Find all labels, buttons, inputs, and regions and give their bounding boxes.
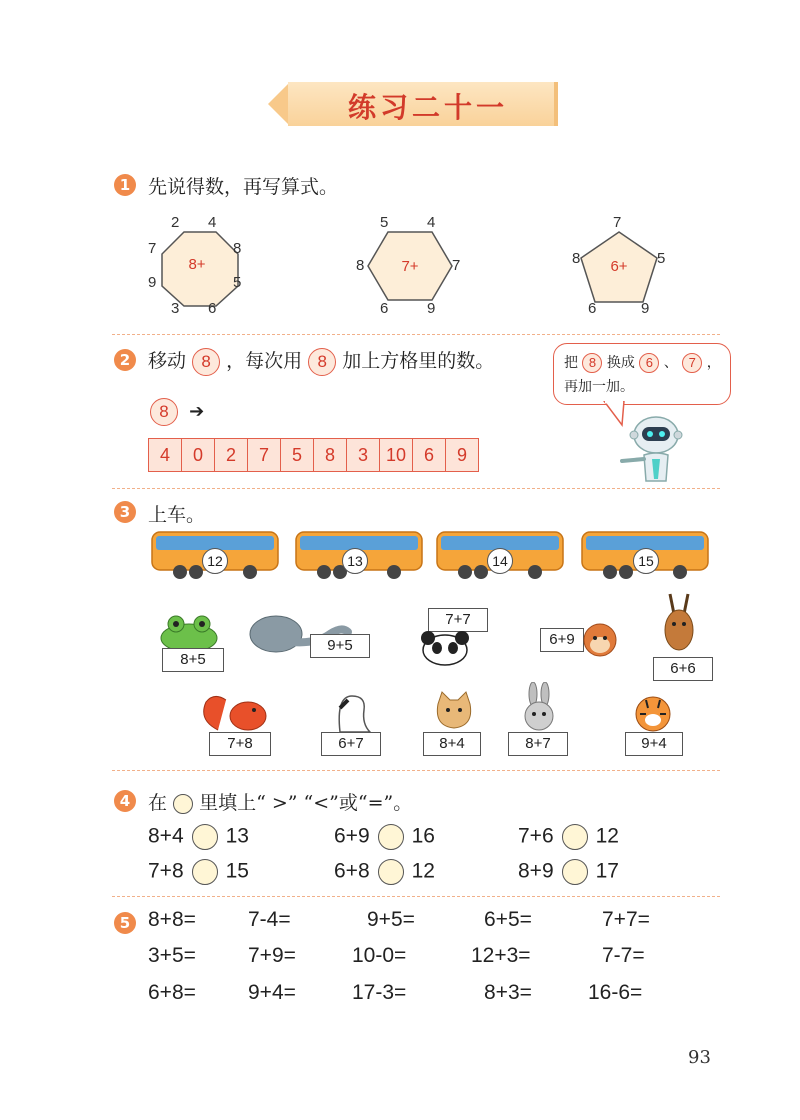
pentagon-number: 6 [588,300,597,317]
bubble-text: ， [706,355,721,371]
circled-number: 8 [150,398,178,426]
animal-card: 6+7 [321,732,381,756]
instruction-text: ，每次用 [226,350,303,372]
bus-number: 14 [487,548,513,574]
octagon-center: 8+ [188,256,206,273]
page-number: 93 [688,1047,711,1068]
bus-number: 12 [202,548,228,574]
octagon-number: 6 [208,300,217,317]
answer-circle[interactable] [192,859,218,885]
hexagon-number: 8 [356,257,365,274]
compare-right: 17 [595,859,619,883]
hexagon-number: 7 [452,257,461,274]
grid-cell: 3 [347,439,380,471]
blank-circle-icon [173,794,193,814]
animal-card: 9+4 [625,732,683,756]
bus [294,528,426,582]
equation: 3+5= [148,944,196,967]
grid-cell: 0 [182,439,215,471]
bus-number: 15 [633,548,659,574]
circled-number: 8 [582,353,602,373]
octagon-number: 2 [171,214,180,231]
number-grid [148,438,479,472]
panda-illustration [420,628,470,666]
animal-card: 8+5 [162,648,224,672]
grid-cell: 7 [248,439,281,471]
octagon-number: 4 [208,214,217,231]
banner-tip [268,82,290,126]
hexagon-center: 7+ [401,258,419,275]
bubble-text: 把 [564,355,578,371]
compare-right: 15 [225,859,249,883]
octagon-number: 9 [148,274,157,291]
robot-illustration [608,405,688,485]
title-banner [268,80,556,130]
compare-item [148,859,249,885]
equation: 6+8= [148,981,196,1004]
compare-left: 7+6 [518,824,554,848]
compare-right: 13 [225,824,249,848]
compare-right: 16 [411,824,435,848]
divider [112,488,720,489]
pentagon-number: 9 [641,300,650,317]
octagon-number: 8 [233,240,242,257]
grid-cell: 9 [446,439,478,471]
animal-card: 8+4 [423,732,481,756]
bus [150,528,282,582]
animal-card: 7+7 [428,608,488,632]
page-title: 练习二十一 [347,91,508,124]
grid-cell: 4 [149,439,182,471]
octagon-number: 3 [171,300,180,317]
compare-left: 8+9 [518,859,554,883]
answer-circle[interactable] [562,824,588,850]
start-position [150,398,204,426]
equation: 7+9= [248,944,296,967]
answer-circle[interactable] [378,824,404,850]
equation: 16-6= [588,981,643,1004]
section-4-instruction [148,788,412,815]
compare-left: 6+9 [334,824,370,848]
cat-illustration [430,690,478,732]
hexagon-number: 5 [380,214,389,231]
instruction-text: 在 [148,792,168,814]
divider [112,896,720,897]
grid-cell: 6 [413,439,446,471]
speech-bubble [553,343,731,405]
grid-cell: 8 [314,439,347,471]
pentagon-center: 6+ [610,258,628,275]
grid-cell: 5 [281,439,314,471]
arrow-right-icon: ➔ [189,400,205,422]
equation: 8+3= [484,981,532,1004]
equation: 7+7= [602,908,650,931]
instruction-text: 移动 [148,350,187,372]
section-1-number: 1 [114,174,136,196]
pentagon-number: 7 [613,214,622,231]
circled-number: 6 [639,353,659,373]
compare-right: 12 [411,859,435,883]
section-4-number: 4 [114,790,136,812]
swan-illustration [330,688,374,734]
equation: 8+8= [148,908,196,931]
bus [580,528,712,582]
compare-item [148,824,249,850]
squirrel-illustration [198,690,272,734]
section-1-instruction: 先说得数，再写算式。 [148,176,339,198]
circled-number: 8 [308,348,336,376]
answer-circle[interactable] [562,859,588,885]
octagon-number: 7 [148,240,157,257]
answer-circle[interactable] [378,859,404,885]
pentagon-number: 5 [657,250,666,267]
animal-card: 8+7 [508,732,568,756]
equation: 10-0= [352,944,407,967]
compare-item [334,859,435,885]
hexagon-number: 4 [427,214,436,231]
animal-card: 9+5 [310,634,370,658]
compare-right: 12 [595,824,619,848]
animal-card: 7+8 [209,732,271,756]
circled-number: 7 [682,353,702,373]
section-5-number: 5 [114,912,136,934]
divider [112,334,720,335]
section-2-instruction [148,346,494,376]
section-2-number: 2 [114,349,136,371]
compare-item [518,824,619,850]
equation: 6+5= [484,908,532,931]
bubble-line-2: 再加一加。 [564,379,634,395]
pentagon-number: 8 [572,250,581,267]
bubble-text: 换成 [606,355,635,371]
hexagon-number: 9 [427,300,436,317]
compare-item [518,859,619,885]
compare-left: 8+4 [148,824,184,848]
monkey-illustration [580,620,620,662]
hexagon-number: 6 [380,300,389,317]
compare-left: 6+8 [334,859,370,883]
bubble-text: 、 [663,355,678,371]
divider [112,770,720,771]
bubble-line-1 [564,352,721,373]
equation: 9+5= [367,908,415,931]
instruction-text: 里填上“ >” “<”或“=”。 [199,792,413,814]
bus-number: 13 [342,548,368,574]
animal-card: 6+9 [540,628,584,652]
tiger-illustration [630,694,676,734]
equation: 7-7= [602,944,645,967]
rabbit-illustration [515,682,565,734]
instruction-text: 加上方格里的数。 [342,350,495,372]
compare-item [334,824,435,850]
equation: 7-4= [248,908,291,931]
section-3-number: 3 [114,501,136,523]
circled-number: 8 [192,348,220,376]
equation: 9+4= [248,981,296,1004]
equation: 12+3= [471,944,531,967]
deer-illustration [656,592,702,658]
octagon-number: 5 [233,274,242,291]
section-3-instruction: 上车。 [148,504,206,526]
grid-cell: 10 [380,439,413,471]
equation: 17-3= [352,981,407,1004]
answer-circle[interactable] [192,824,218,850]
bus [435,528,567,582]
grid-cell: 2 [215,439,248,471]
animal-card: 6+6 [653,657,713,681]
compare-left: 7+8 [148,859,184,883]
